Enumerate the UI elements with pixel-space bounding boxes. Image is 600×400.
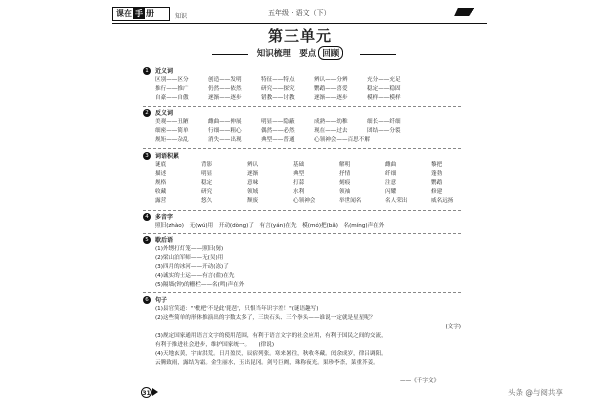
word-pair: 仍然——依然 (208, 86, 242, 92)
word-pair: 稳定——稳固 (367, 86, 401, 92)
title-decoration-right (360, 54, 396, 55)
series-logo (112, 7, 170, 21)
section-number: 2 (143, 109, 151, 117)
word-pair: 创造——发明 (208, 77, 242, 83)
section-divider (143, 148, 461, 149)
unit-title: 第三单元 (267, 27, 332, 45)
section-number: 6 (143, 296, 151, 304)
word-pair (420, 85, 473, 94)
xiehouyu-line: (1)外甥打灯笼——照旧(舅) (155, 246, 224, 252)
logo-right-text: 册 (146, 9, 154, 18)
header-subtitle: 知识 (175, 13, 188, 20)
flag-decoration-icon (454, 8, 484, 16)
section-number: 3 (143, 152, 151, 160)
logo-left-text: 课在 (116, 9, 132, 18)
watermark: 头条 @与阅共享 (508, 388, 563, 397)
word: 背影 (201, 162, 213, 168)
section-title: 歇后语 (155, 236, 174, 244)
word: 纤细 (385, 171, 397, 177)
section-xiehouyu (143, 235, 244, 290)
vocabulary-grid (155, 161, 477, 206)
word: 描述 (155, 171, 167, 177)
word-pair (420, 127, 473, 136)
word: 水利 (293, 189, 305, 195)
word: 领袖 (339, 189, 351, 195)
xiehouyu-line: (3)四月的冰河——开动(冻)了 (155, 264, 229, 270)
word-pair: 细密——简单 (155, 128, 189, 134)
header-divider (112, 23, 487, 24)
section-divider (143, 292, 461, 293)
word-pair: 细长——纤细 (367, 119, 401, 125)
word-pair: 明显——隐蔽 (261, 119, 295, 125)
antonym-grid (155, 118, 473, 145)
word-pair: 成熟——幼稚 (314, 119, 348, 125)
word: 举世闻名 (339, 198, 362, 204)
word: 谜底 (155, 162, 167, 168)
word-pair: 研究——探究 (261, 86, 295, 92)
word-pair (420, 94, 473, 103)
section-divider (143, 106, 461, 107)
word: 注意 (385, 180, 397, 186)
section-antonyms (143, 108, 473, 145)
sentence-line: (3)规定国家通用语言文字的使用范围，有利于语言文字的社会应用，有利于国民之间的交流， (155, 333, 387, 339)
word: 颓废 (247, 198, 259, 204)
word: 蓬勃 (431, 171, 443, 177)
word-pair: 消失——出现 (208, 137, 242, 143)
word-pair: 辨认——分辨 (314, 77, 348, 83)
sentence-source: (文字) (445, 324, 461, 330)
word-pair (420, 76, 473, 85)
word-pair: 偶然——必然 (261, 128, 295, 134)
section-divider (143, 210, 461, 211)
polyphone-line: 照旧(zhào) 无(wú)用 开动(dòng)了 有言(yán)在先 模(mó)把(bǎ) 名(míng)声在外 (155, 223, 385, 229)
synonym-grid (155, 76, 473, 103)
word-pair: 逐渐——逐步 (208, 95, 242, 101)
sentence-line: (2)这些简单的形体推演出的字数太多了，三块石头、三个拳头——谁说一定就是星星呢？ (155, 315, 376, 321)
word-pair: 逐渐——逐步 (314, 95, 348, 101)
word-pair: 行细——粗心 (208, 128, 242, 134)
sentence-line: 有利于推进社会进步，维护国家统一。 (律说) (155, 342, 275, 348)
section-number: 1 (143, 67, 151, 75)
xiehouyu-line: (4)诚实的士运——有言(盐)在先 (155, 273, 235, 279)
grade-label: 五年级 · 语文（下） (268, 9, 331, 17)
quote-source: ——《千字文》 (400, 378, 440, 384)
word: 稳定 (201, 180, 213, 186)
word-pair: 模样——模样 (367, 95, 401, 101)
sentence-line: (4)天地玄黄，宇宙洪荒。日月盈昃，辰宿列张。寒来暑往，秋收冬藏。闰余成岁，律吕调阳。 (155, 351, 387, 357)
word-pair (420, 118, 473, 127)
sentence-line: 云腾致雨，露结为霜。金生丽水，玉出昆冈。剑号巨阙，珠称夜光。果珍李柰，菜重芥姜。 (155, 360, 379, 366)
page-arrow-icon (152, 388, 158, 396)
section-divider (143, 233, 461, 234)
word: 修建 (431, 189, 443, 195)
logo-highlight-text: 手 (135, 9, 143, 18)
word: 雌曲 (385, 162, 397, 168)
word: 抒情 (339, 171, 351, 177)
section-number: 5 (143, 236, 151, 244)
word: 闪耀 (385, 189, 397, 195)
word-pair: 区别——区分 (155, 77, 189, 83)
word-pair: 充分——充足 (367, 77, 401, 83)
section-title: 反义词 (155, 109, 174, 117)
word: 规格 (155, 180, 167, 186)
xiehouyu-line: (5)隔墙(钟)的栅栏——名(鸣)声在外 (155, 282, 245, 288)
word: 鹦鹉 (431, 180, 443, 186)
word: 基础 (293, 162, 305, 168)
word: 意味 (247, 180, 259, 186)
word-pair: 雌曲——伸展 (208, 119, 242, 125)
word-pair: 推行——推广 (155, 86, 189, 92)
word: 悠久 (201, 198, 213, 204)
xiehouyu-line: (2)梁山泊军师——无(吴)用 (155, 255, 224, 261)
word-pair: 错教——讨教 (261, 95, 295, 101)
section-polyphones (143, 212, 384, 231)
word-pair: 美观——丑陋 (155, 119, 189, 125)
unit-subtitle-text: 知识梳理 要点 (256, 49, 317, 59)
word: 名人荣出 (385, 198, 408, 204)
word: 逐渐 (247, 171, 259, 177)
section-title: 近义词 (155, 67, 174, 75)
word: 研究 (201, 189, 213, 195)
word-pair: 现在——过去 (314, 128, 348, 134)
word-pair: 规矩——杂乱 (155, 137, 189, 143)
word: 明显 (201, 171, 213, 177)
word: 领域 (247, 189, 259, 195)
word: 心领神会 (293, 198, 316, 204)
word-pair: 团结——分裂 (367, 128, 401, 134)
section-synonyms (143, 66, 473, 103)
word-pair: 鹦鹉——喜爱 (314, 86, 348, 92)
unit-subtitle-circled: 回顾 (318, 46, 343, 60)
section-title: 词语积累 (155, 152, 180, 160)
word: 刻痕 (339, 180, 351, 186)
word-pair: 心领神会——百思不解 (314, 137, 370, 143)
word: 露营 (155, 198, 167, 204)
word-pair: 特征——特点 (261, 77, 295, 83)
word: 黎把 (431, 162, 443, 168)
word-pair: 典型——普通 (261, 137, 295, 143)
word: 解明 (339, 162, 351, 168)
section-sentences (143, 295, 461, 368)
section-number: 4 (143, 213, 151, 221)
section-title: 多音字 (155, 213, 174, 221)
word: 威名远扬 (431, 198, 454, 204)
word: 典型 (293, 171, 305, 177)
word: 收藏 (155, 189, 167, 195)
word: 打蒜 (293, 180, 305, 186)
unit-subtitle (0, 46, 600, 60)
sentence-line: (1)县官笑道："'枇杷'不是此'琵琶'，只恨当年识字差！"(谜语趣写) (155, 306, 319, 312)
section-vocabulary (143, 151, 477, 206)
page-number: 31 (141, 387, 152, 398)
word: 辨认 (247, 162, 259, 168)
section-title: 句子 (155, 296, 168, 304)
word-pair: 自豪——自傲 (155, 95, 189, 101)
